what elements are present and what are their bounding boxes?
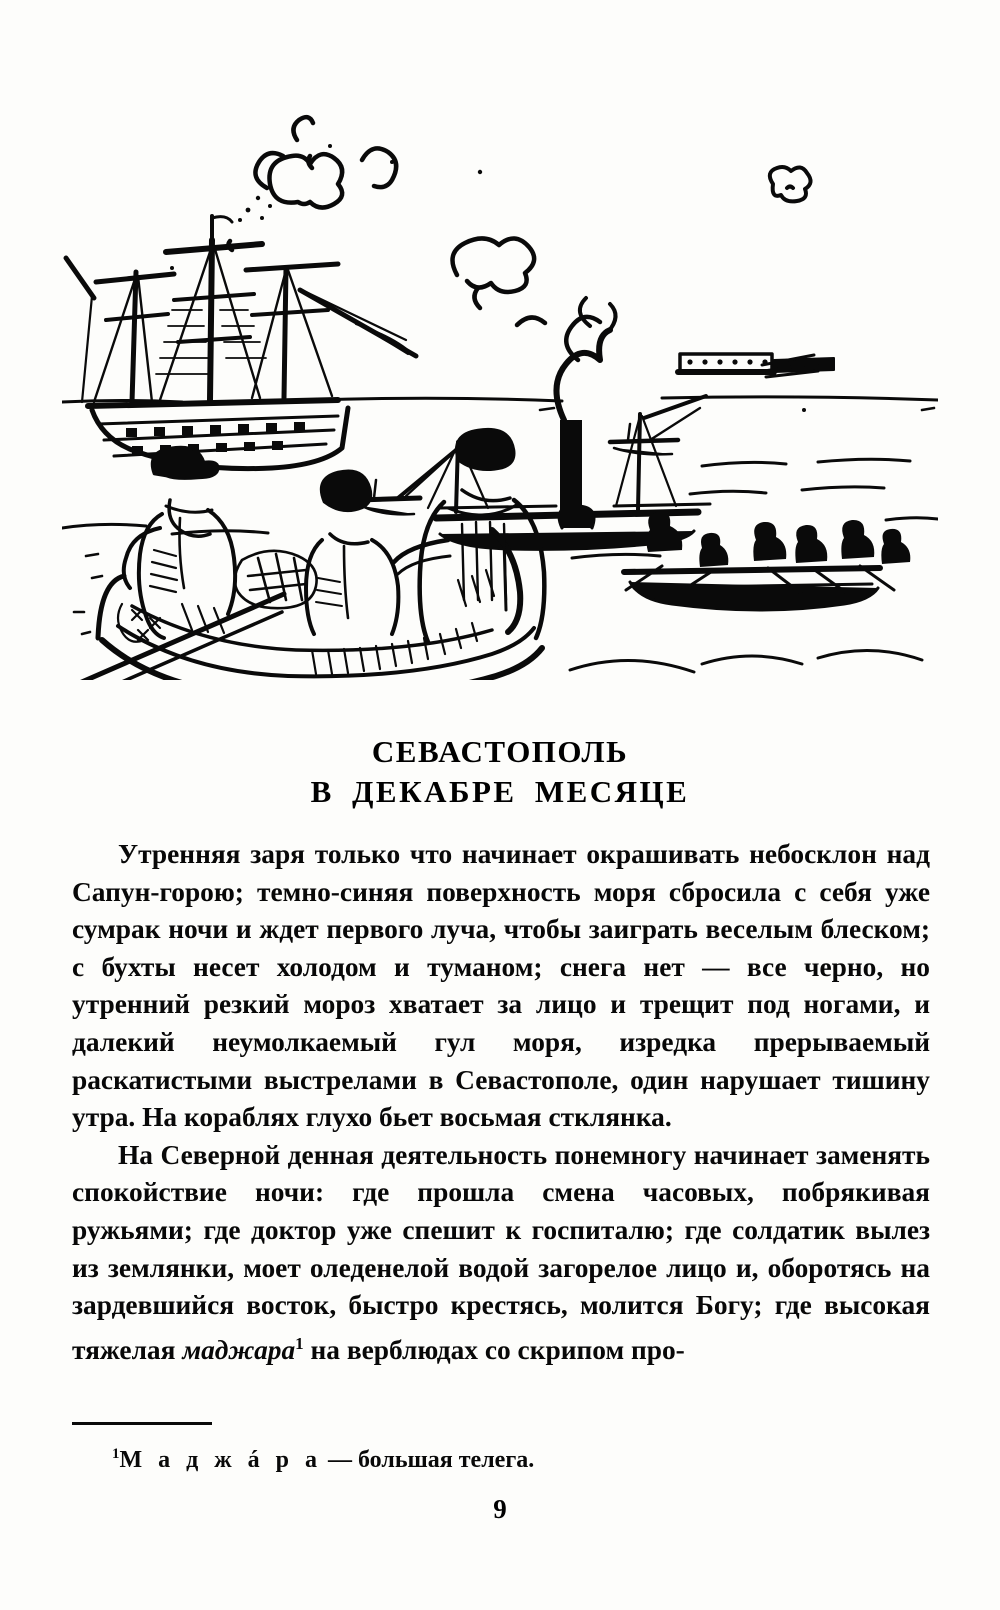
foreign-term-madzhara: маджара <box>182 1334 296 1365</box>
cloud-icon <box>228 117 396 250</box>
chapter-title-line-1: СЕВАСТОПОЛЬ <box>371 734 629 769</box>
paddle-steamer <box>398 298 710 549</box>
paragraph-1 <box>72 836 930 1137</box>
paragraph-2-text-a: На Северной денная деятельность понемногу начинает заменять спокойствие ночи: где прошла смена часовых, побрякивая ружьями; где доктор уже спешит к госпиталю; где солдатик вылез из землянки, моет оледенелой водой загорелое лицо и, оборотясь на зардевшийся восток, быстро крестясь, молится Богу; где высокая тяжелая <box>72 1139 930 1365</box>
rowing-longboat <box>624 512 910 610</box>
boat-figures <box>646 512 910 567</box>
foreground-rowboat <box>68 429 544 680</box>
paragraph-2 <box>72 1137 930 1370</box>
footnote-marker: 1 <box>112 1445 120 1462</box>
cloud-icon <box>770 167 811 201</box>
footnote-line <box>72 1439 930 1475</box>
chapter-title-line-2: В ДЕКАБРЕ МЕСЯЦЕ <box>310 774 690 809</box>
paragraph-1-text: Утренняя заря только что начинает окрашивать небосклон над Сапун-горою; темно-синяя поверхность моря сбросила с себя уже сумрак ночи и ждет первого луча, чтобы заиграть веселым блеском; с бухты несет холодом и туманом; снега нет — все черно, но утренний резкий мороз хватает за лицо и трещит под ногами, и далекий неумолкаемый гул моря, изредка прерываемый раскатистыми выстрелами в Севастополе, один нарушает тишину утра. На кораблях глухо бьет восьмая стклянка. <box>72 839 930 1133</box>
harbor-illustration <box>62 110 938 680</box>
footnote-separator-rule <box>72 1422 212 1425</box>
footnote <box>72 1422 930 1475</box>
footnote-definition: — большая телега. <box>321 1446 535 1473</box>
body-text <box>72 836 930 1369</box>
footnote-reference[interactable]: 1 <box>295 1333 304 1353</box>
sailing-ship <box>66 216 416 469</box>
cloud-icon <box>453 238 546 325</box>
paragraph-2-text-b: на верблюдах со скрипом про- <box>303 1334 685 1365</box>
page-number: 9 <box>493 1494 507 1524</box>
footnote-term: М а д ж á р а <box>119 1446 322 1473</box>
figure-passenger-middle <box>306 471 398 634</box>
chapter-title <box>72 732 928 812</box>
